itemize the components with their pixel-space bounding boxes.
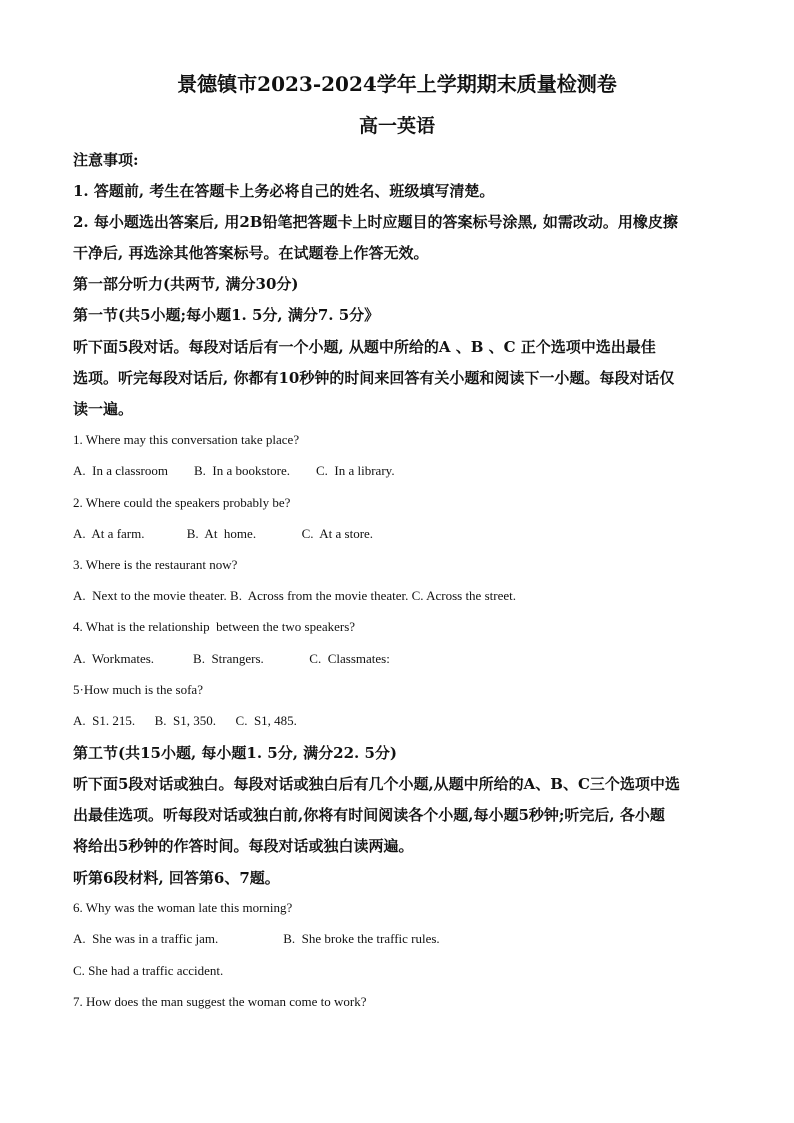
question-1-options: A. In a classroom B. In a bookstore. C. In a library.	[73, 463, 395, 478]
question-4-options: A. Workmates. B. Strangers. C. Classmates:	[73, 651, 390, 666]
notice-heading: 注意事项:	[73, 151, 139, 169]
question-3: 3. Where is the restaurant now?	[73, 557, 238, 572]
section2-instruction-line-1: 听下面5段对话或独白。每段对话或独白后有几个小题,从题中所给的A、B、C三个选项中选	[73, 775, 680, 793]
question-5-options: A. S1. 215. B. S1, 350. C. S1, 485.	[73, 713, 297, 728]
question-6: 6. Why was the woman late this morning?	[73, 900, 293, 915]
question-2-options: A. At a farm. B. At home. C. At a store.	[73, 526, 374, 541]
material-6-heading: 听第6段材料, 回答第6、7题。	[73, 869, 280, 887]
question-1: 1. Where may this conversation take place?	[73, 432, 300, 447]
notice-item-2-line-2: 干净后, 再选涂其他答案标号。在试题卷上作答无效。	[73, 244, 429, 262]
notice-item-2-line-1: 2. 每小题选出答案后, 用2B铅笔把答题卡上时应题目的答案标号涂黑, 如需改动。用橡皮擦	[73, 213, 678, 231]
part1-heading: 第一部分听力(共两节, 满分30分)	[73, 275, 299, 293]
page-subtitle: 高一英语	[358, 115, 435, 137]
question-7: 7. How does the man suggest the woman come to work?	[73, 994, 367, 1009]
question-4: 4. What is the relationship between the two speakers?	[73, 619, 356, 634]
section2-instruction-line-2: 出最佳选项。听每段对话或独白前,你将有时间阅读各个小题,每小题5秒钟;听完后, 各小题	[73, 806, 665, 824]
section2-instruction-line-3: 将给出5秒钟的作答时间。每段对话或独白读两遍。	[73, 837, 414, 855]
question-5: 5·How much is the sofa?	[73, 682, 203, 697]
question-3-options: A. Next to the movie theater. B. Across from the movie theater. C. Across the street.	[73, 588, 516, 603]
section2-heading: 第工节(共15小题, 每小题1. 5分, 满分22. 5分)	[73, 744, 398, 762]
notice-item-1: 1. 答题前, 考生在答题卡上务必将自己的姓名、班级填写清楚。	[73, 182, 495, 200]
section1-instruction-line-3: 读一遍。	[73, 400, 134, 418]
page-title: 景德镇市2023-2024学年上学期期末质量检测卷	[177, 72, 617, 96]
section1-instruction-line-2: 选项。听完每段对话后, 你都有10秒钟的时间来回答有关小题和阅读下一小题。每段对话仅	[73, 369, 675, 387]
section1-instruction-line-1: 听下面5段对话。每段对话后有一个小题, 从题中所给的A 、B 、C 正个选项中选出最佳	[73, 338, 656, 356]
question-6-options: A. She was in a traffic jam. B. She broke the traffic rules.	[73, 931, 440, 946]
section1-heading: 第一节(共5小题;每小题1. 5分, 满分7. 5分》	[73, 306, 380, 324]
question-2: 2. Where could the speakers probably be?	[73, 495, 291, 510]
question-6-option-c: C. She had a traffic accident.	[73, 963, 224, 978]
